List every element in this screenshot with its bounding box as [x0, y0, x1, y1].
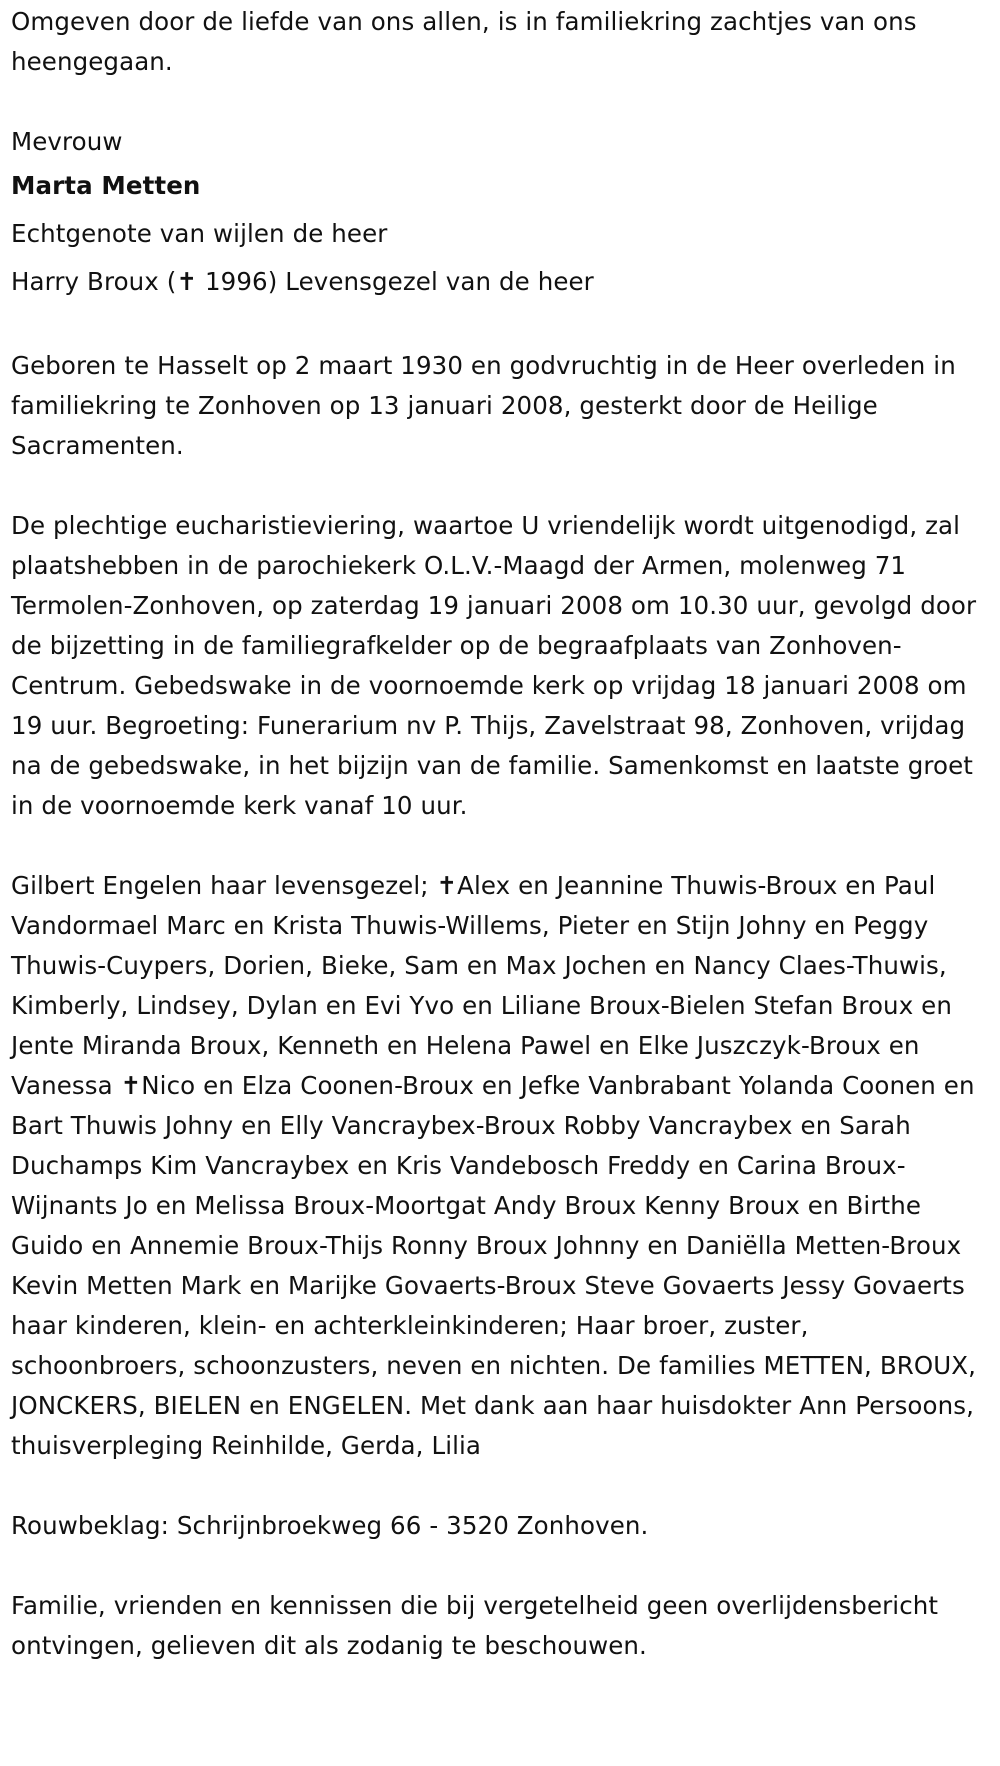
spouse-line-1: Echtgenote van wijlen de heer [11, 219, 388, 248]
spacer [11, 1466, 988, 1506]
closing-paragraph: Familie, vrienden en kennissen die bij vergetelheid geen overlijdensbericht ontvingen, gelieven dit als zodanig te beschouwen. [11, 1591, 939, 1660]
spacer [11, 826, 988, 866]
spacer [11, 1546, 988, 1586]
family-paragraph: Gilbert Engelen haar levensgezel; ✝Alex en Jeannine Thuwis-Broux en Paul Vandormael Marc en Krista Thuwis-Willems, Pieter en Stijn Johny en Peggy Thuwis-Cuypers, Dorien, Bieke, Sam en Max Jochen en Nancy Claes-Thuwis, Kimberly, Lindsey, Dylan en Evi Yvo en Liliane Broux-Bielen Stefan Broux en Jente Miranda Broux, Kenneth en Helena Pawel en Elke Juszczyk-Broux en Vanessa ✝Nico en Elza Coonen-Broux en Jefke Vanbrabant Yolanda Coonen en Bart Thuwis Johny en Elly Vancraybex-Broux Robby Vancraybex en Sarah Duchamps Kim Vancraybex en Kris Vandebosch Freddy en Carina Broux-Wijnants Jo en Melissa Broux-Moortgat Andy Broux Kenny Broux en Birthe Guido en Annemie Broux-Thijs Ronny Broux Johnny en Daniëlla Metten-Broux Kevin Metten Mark en Marijke Govaerts-Broux Steve Govaerts Jessy Govaerts haar kinderen, klein- en achterkleinkinderen; Haar broer, zuster, schoonbroers, schoonzusters, neven en nichten. De families METTEN, BROUX, JONCKERS, BIELEN en ENGELEN. Met dank aan haar huisdokter Ann Persoons, thuisverpleging Reinhilde, Gerda, Lilia [11, 871, 977, 1460]
birth-death-paragraph: Geboren te Hasselt op 2 maart 1930 en godvruchtig in de Heer overleden in familiekring te Zonhoven op 13 januari 2008, gesterkt door de Heilige Sacramenten. [11, 351, 956, 460]
spacer [11, 466, 988, 506]
spacer [11, 306, 988, 346]
spacer [11, 82, 988, 122]
intro-text: Omgeven door de liefde van ons allen, is in familiekring zachtjes van ons heengegaan. [11, 7, 917, 76]
salutation: Mevrouw [11, 127, 123, 156]
spouse-line-2: Harry Broux (✝ 1996) Levensgezel van de heer [11, 267, 594, 296]
ceremony-paragraph: De plechtige eucharistieviering, waartoe U vriendelijk wordt uitgenodigd, zal plaatshebben in de parochiekerk O.L.V.-Maagd der Armen, molenweg 71 Termolen-Zonhoven, op zaterdag 19 januari 2008 om 10.30 uur, gevolgd door de bijzetting in de familiegrafkelder op de begraafplaats van Zonhoven-Centrum. Gebedswake in de voornoemde kerk op vrijdag 18 januari 2008 om 19 uur. Begroeting: Funerarium nv P. Thijs, Zavelstraat 98, Zonhoven, vrijdag na de gebedswake, in het bijzijn van de familie. Samenkomst en laatste groet in de voornoemde kerk vanaf 10 uur. [11, 511, 977, 820]
deceased-name: Marta Metten [11, 171, 201, 200]
condolence-address: Rouwbeklag: Schrijnbroekweg 66 - 3520 Zonhoven. [11, 1511, 649, 1540]
